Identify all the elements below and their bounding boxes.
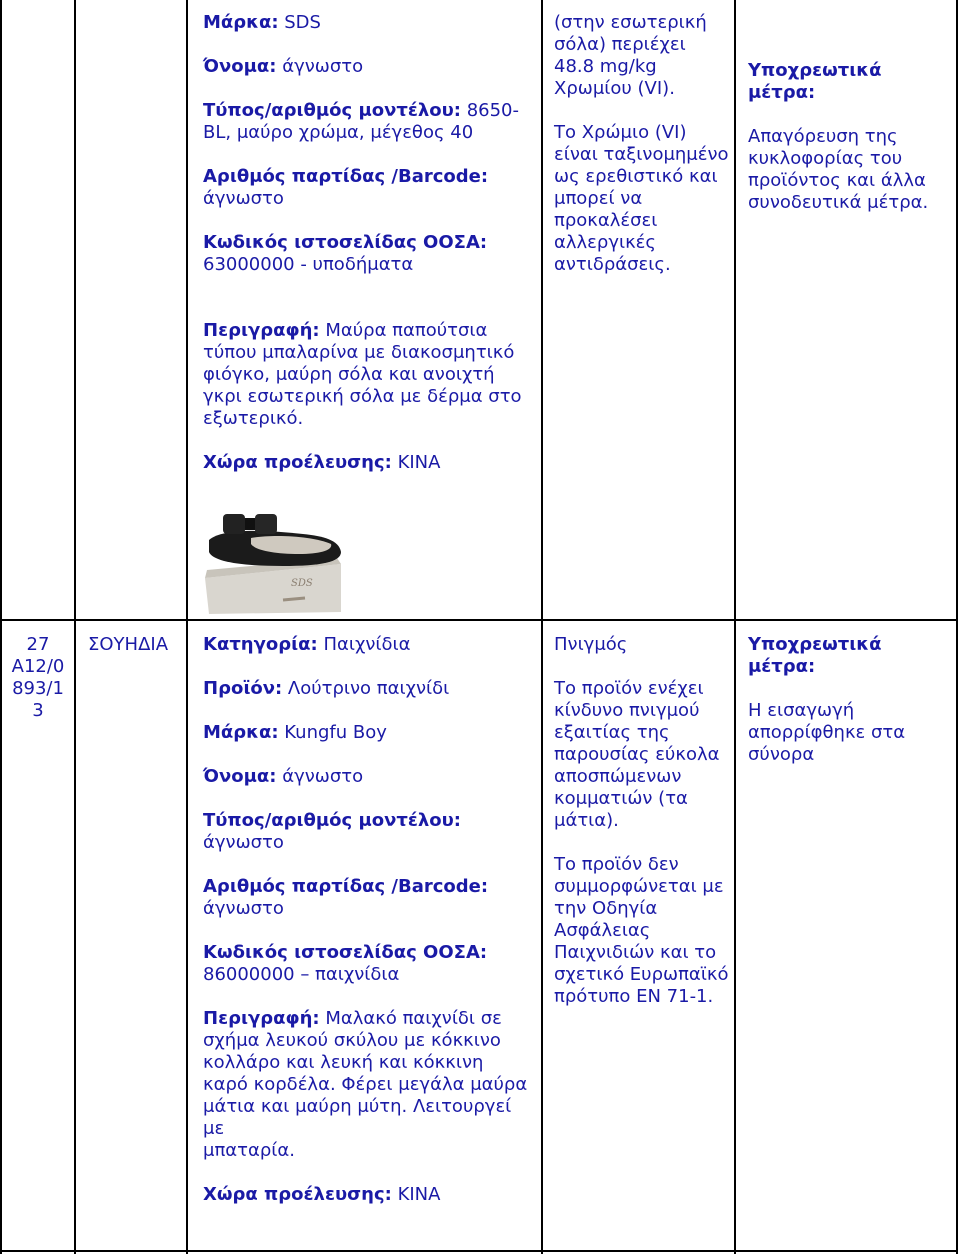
risk-line: είναι ταξινομημένο [554,144,729,165]
risk-title: Πνιγμός [554,634,628,655]
risk-line: 48.8 mg/kg [554,56,657,77]
product-label: Προϊόν: [203,678,283,699]
row2-product-cell [203,634,538,1228]
oecd-value: 86000000 – παιχνίδια [203,964,400,985]
batch-label: Αριθμός παρτίδας /Barcode: [203,876,489,897]
measures-line: Απαγόρευση της [748,126,898,147]
table-border-col3 [541,0,543,1254]
name-label: Όνομα: [203,766,277,787]
model-label: Τύπος/αριθμός μοντέλου: [203,810,461,831]
risk-line: σόλα) περιέχει [554,34,686,55]
description-line: Μαύρα παπούτσια [325,320,488,341]
name-label: Όνομα: [203,56,277,77]
model-value: άγνωστο [203,832,284,853]
risk-line: μπορεί να [554,188,643,209]
risk-line: Παιχνιδιών και το [554,942,717,963]
batch-label: Αριθμός παρτίδας /Barcode: [203,166,489,187]
description-line: εξωτερικό. [203,408,304,429]
risk-line: αντιδράσεις. [554,254,671,275]
risk-line: κίνδυνο πνιγμού [554,700,700,721]
risk-line: Χρωμίου (VI). [554,78,675,99]
risk-line: Το προϊόν ενέχει [554,678,704,699]
risk-line: προκαλέσει [554,210,658,231]
row2-country-cell [88,634,184,656]
description-line: μπαταρία. [203,1140,295,1161]
brand-value: Kungfu Boy [284,722,387,743]
batch-value: άγνωστο [203,188,284,209]
brand-label: Μάρκα: [203,12,279,33]
name-value: άγνωστο [282,56,364,77]
measures-line: Η εισαγωγή [748,700,855,721]
category-label: Κατηγορία: [203,634,318,655]
risk-line: αλλεργικές [554,232,656,253]
risk-line: κομματιών (τα [554,788,688,809]
model-value-line2: BL, μαύρο χρώμα, μέγεθος 40 [203,122,474,143]
risk-line: την Οδηγία [554,898,658,919]
oecd-value: 63000000 - υποδήματα [203,254,414,275]
measures-line: κυκλοφορίας του [748,148,903,169]
oecd-label: Κωδικός ιστοσελίδας ΟΟΣΑ: [203,942,488,963]
table-border-bottom [0,1250,958,1252]
measures-line: σύνορα [748,744,815,765]
risk-line: μάτια). [554,810,619,831]
category-value: Παιχνίδια [323,634,411,655]
risk-line: εξαιτίας της [554,722,670,743]
risk-line: σχετικό Ευρωπαϊκό [554,964,729,985]
measures-title-line: Υποχρεωτικά [748,634,882,655]
risk-line: Ασφάλειας [554,920,651,941]
brand-value: SDS [284,12,321,33]
risk-line: (στην εσωτερική [554,12,707,33]
row2-risk-cell [554,634,729,1030]
origin-label: Χώρα προέλευσης: [203,1184,392,1205]
batch-value: άγνωστο [203,898,284,919]
entry-number-line: 27 [26,634,50,655]
risk-line: πρότυπο EN 71-1. [554,986,714,1007]
measures-title-line: μέτρα: [748,82,816,103]
origin-label: Χώρα προέλευσης: [203,452,392,473]
brand-label: Μάρκα: [203,722,279,743]
table-border-col2 [186,0,188,1254]
row1-product-cell [203,12,538,298]
table-border-col4 [734,0,736,1254]
measures-line: προϊόντος και άλλα [748,170,926,191]
description-label: Περιγραφή: [203,320,320,341]
measures-line: απορρίφθηκε στα [748,722,906,743]
measures-line: συνοδευτικά μέτρα. [748,192,929,213]
risk-line: ως ερεθιστικό και [554,166,718,187]
name-value: άγνωστο [282,766,364,787]
risk-line: Το προϊόν δεν [554,854,679,875]
description-line: τύπου μπαλαρίνα με διακοσμητικό [203,342,515,363]
row1-risk-cell [554,12,729,298]
description-line: μάτια και μαύρη μύτη. Λειτουργεί με [203,1096,512,1139]
description-line: γκρι εσωτερική σόλα με δέρμα στο [203,386,522,407]
measures-title-line: μέτρα: [748,656,816,677]
entry-number-line: 893/1 [12,678,64,699]
entry-number-line: A12/0 [11,656,65,677]
product-value: Λούτρινο παιχνίδι [287,678,450,699]
description-line: Μαλακό παιχνίδι σε [325,1008,502,1029]
origin-value: ΚΙΝΑ [397,1184,441,1205]
description-line: κολλάρο και λευκή και κόκκινη [203,1052,484,1073]
row1-measures-cell [748,60,953,236]
description-label: Περιγραφή: [203,1008,320,1029]
origin-value: ΚΙΝΑ [397,452,441,473]
notifying-country: ΣΟΥΗΔΙΑ [88,634,169,655]
risk-line: παρουσίας εύκολα [554,744,720,765]
risk-line: συμμορφώνεται με [554,876,724,897]
risk-line: Το Χρώμιο (VI) [554,122,687,143]
entry-number-line: 3 [32,700,44,721]
product-photo-shoe [203,500,343,615]
description-line: φιόγκο, μαύρη σόλα και ανοιχτή [203,364,495,385]
risk-line: αποσπώμενων [554,766,682,787]
row-separator [0,619,958,621]
box-brand-label: SDS [291,578,313,589]
measures-title-line: Υποχρεωτικά [748,60,882,81]
description-line: σχήμα λευκού σκύλου με κόκκινο [203,1030,501,1051]
table-border-left [0,0,2,1254]
row1-description [203,320,538,496]
row2-number-cell [2,634,74,722]
row2-measures-cell [748,634,953,788]
model-value-line1: 8650- [466,100,519,121]
description-line: καρό κορδέλα. Φέρει μεγάλα μαύρα [203,1074,528,1095]
model-label: Τύπος/αριθμός μοντέλου: [203,100,461,121]
table-border-col1 [74,0,76,1254]
table-border-right [956,0,958,1254]
oecd-label: Κωδικός ιστοσελίδας ΟΟΣΑ: [203,232,488,253]
